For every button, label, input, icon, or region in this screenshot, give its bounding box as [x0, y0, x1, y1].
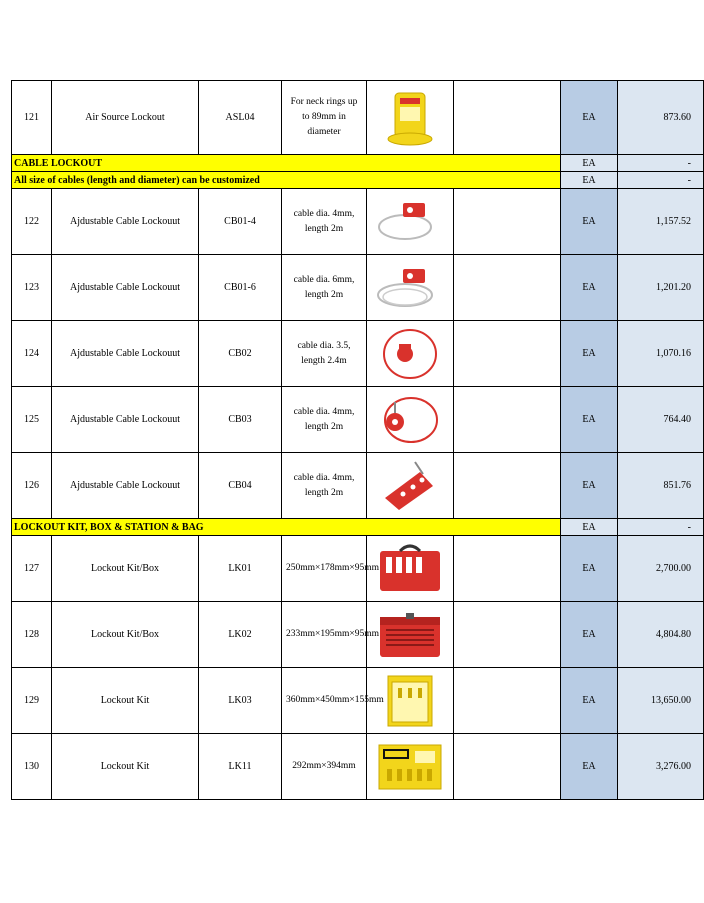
item-price: 3,276.00 — [618, 734, 704, 800]
item-code: CB01-4 — [199, 189, 282, 255]
table-row — [12, 81, 704, 155]
item-code: LK03 — [199, 668, 282, 734]
red-cable-lockout-image — [375, 458, 445, 514]
item-unit: EA — [561, 81, 618, 155]
item-image-cell — [367, 734, 454, 800]
item-spec: 233mm×195mm×95mm — [282, 602, 367, 668]
item-price: 1,157.52 — [618, 189, 704, 255]
section-row — [12, 172, 704, 189]
section-unit: EA — [561, 155, 618, 172]
empty-cell — [454, 453, 561, 519]
item-number: 127 — [12, 536, 52, 602]
item-image-cell — [367, 536, 454, 602]
item-image-cell — [367, 255, 454, 321]
table-row — [12, 668, 704, 734]
item-price: 851.76 — [618, 453, 704, 519]
item-number: 129 — [12, 668, 52, 734]
item-price: 873.60 — [618, 81, 704, 155]
table-row — [12, 453, 704, 519]
item-name: Ajdustable Cable Lockouut — [52, 387, 199, 453]
empty-cell — [454, 602, 561, 668]
empty-cell — [454, 387, 561, 453]
red-cable-lockout-image — [375, 263, 445, 313]
item-spec: cable dia. 6mm, length 2m — [282, 255, 367, 321]
item-code: LK01 — [199, 536, 282, 602]
section-row — [12, 155, 704, 172]
item-spec: cable dia. 4mm, length 2m — [282, 387, 367, 453]
item-name: Lockout Kit/Box — [52, 536, 199, 602]
item-code: CB04 — [199, 453, 282, 519]
table-row — [12, 387, 704, 453]
item-spec: cable dia. 4mm, length 2m — [282, 453, 367, 519]
item-number: 130 — [12, 734, 52, 800]
section-note: All size of cables (length and diameter) can be customized — [12, 172, 561, 189]
section-unit: EA — [561, 519, 618, 536]
section-price: - — [618, 519, 704, 536]
item-unit: EA — [561, 602, 618, 668]
item-code: LK11 — [199, 734, 282, 800]
item-number: 128 — [12, 602, 52, 668]
item-price: 1,201.20 — [618, 255, 704, 321]
item-code: ASL04 — [199, 81, 282, 155]
empty-cell — [454, 189, 561, 255]
table-row — [12, 189, 704, 255]
item-spec: 360mm×450mm×155mm — [282, 668, 367, 734]
section-title: LOCKOUT KIT, BOX & STATION & BAG — [12, 519, 561, 536]
item-name: Ajdustable Cable Lockouut — [52, 453, 199, 519]
section-title: CABLE LOCKOUT — [12, 155, 561, 172]
item-number: 123 — [12, 255, 52, 321]
item-code: CB01-6 — [199, 255, 282, 321]
item-unit: EA — [561, 453, 618, 519]
item-number: 125 — [12, 387, 52, 453]
item-unit: EA — [561, 387, 618, 453]
item-code: CB03 — [199, 387, 282, 453]
item-number: 124 — [12, 321, 52, 387]
section-row — [12, 519, 704, 536]
item-image-cell — [367, 453, 454, 519]
item-unit: EA — [561, 536, 618, 602]
table-row — [12, 602, 704, 668]
item-name: Lockout Kit — [52, 668, 199, 734]
red-lockout-box-image — [374, 541, 446, 597]
table-row — [12, 255, 704, 321]
empty-cell — [454, 668, 561, 734]
item-unit: EA — [561, 668, 618, 734]
empty-cell — [454, 321, 561, 387]
item-price: 764.40 — [618, 387, 704, 453]
empty-cell — [454, 536, 561, 602]
table-row — [12, 321, 704, 387]
item-unit: EA — [561, 734, 618, 800]
item-price: 1,070.16 — [618, 321, 704, 387]
item-spec: 250mm×178mm×95mm — [282, 536, 367, 602]
red-cable-lockout-image — [375, 197, 445, 247]
table-row — [12, 536, 704, 602]
item-unit: EA — [561, 255, 618, 321]
red-cable-lockout-image — [375, 392, 445, 448]
yellow-air-source-lockout-image — [385, 89, 435, 147]
yellow-lockout-station-image — [382, 672, 438, 730]
item-name: Lockout Kit — [52, 734, 199, 800]
item-image-cell — [367, 81, 454, 155]
item-name: Ajdustable Cable Lockouut — [52, 189, 199, 255]
section-unit: EA — [561, 172, 618, 189]
empty-cell — [454, 734, 561, 800]
item-price: 2,700.00 — [618, 536, 704, 602]
item-number: 126 — [12, 453, 52, 519]
table-row — [12, 734, 704, 800]
item-name: Air Source Lockout — [52, 81, 199, 155]
item-code: CB02 — [199, 321, 282, 387]
item-name: Ajdustable Cable Lockouut — [52, 255, 199, 321]
yellow-lockout-board-image — [375, 741, 445, 793]
item-code: LK02 — [199, 602, 282, 668]
item-spec: cable dia. 4mm, length 2m — [282, 189, 367, 255]
item-price: 4,804.80 — [618, 602, 704, 668]
item-name: Ajdustable Cable Lockouut — [52, 321, 199, 387]
empty-cell — [454, 81, 561, 155]
item-spec: 292mm×394mm — [282, 734, 367, 800]
item-number: 122 — [12, 189, 52, 255]
red-cable-lockout-image — [375, 326, 445, 382]
item-unit: EA — [561, 189, 618, 255]
item-spec: cable dia. 3.5, length 2.4m — [282, 321, 367, 387]
section-price: - — [618, 172, 704, 189]
item-price: 13,650.00 — [618, 668, 704, 734]
item-image-cell — [367, 602, 454, 668]
item-image-cell — [367, 189, 454, 255]
price-list-table — [11, 80, 704, 800]
item-image-cell — [367, 321, 454, 387]
item-image-cell — [367, 387, 454, 453]
item-spec: For neck rings up to 89mm in diameter — [282, 81, 367, 155]
item-name: Lockout Kit/Box — [52, 602, 199, 668]
section-price: - — [618, 155, 704, 172]
item-number: 121 — [12, 81, 52, 155]
empty-cell — [454, 255, 561, 321]
red-lockout-box-image — [374, 607, 446, 663]
item-unit: EA — [561, 321, 618, 387]
